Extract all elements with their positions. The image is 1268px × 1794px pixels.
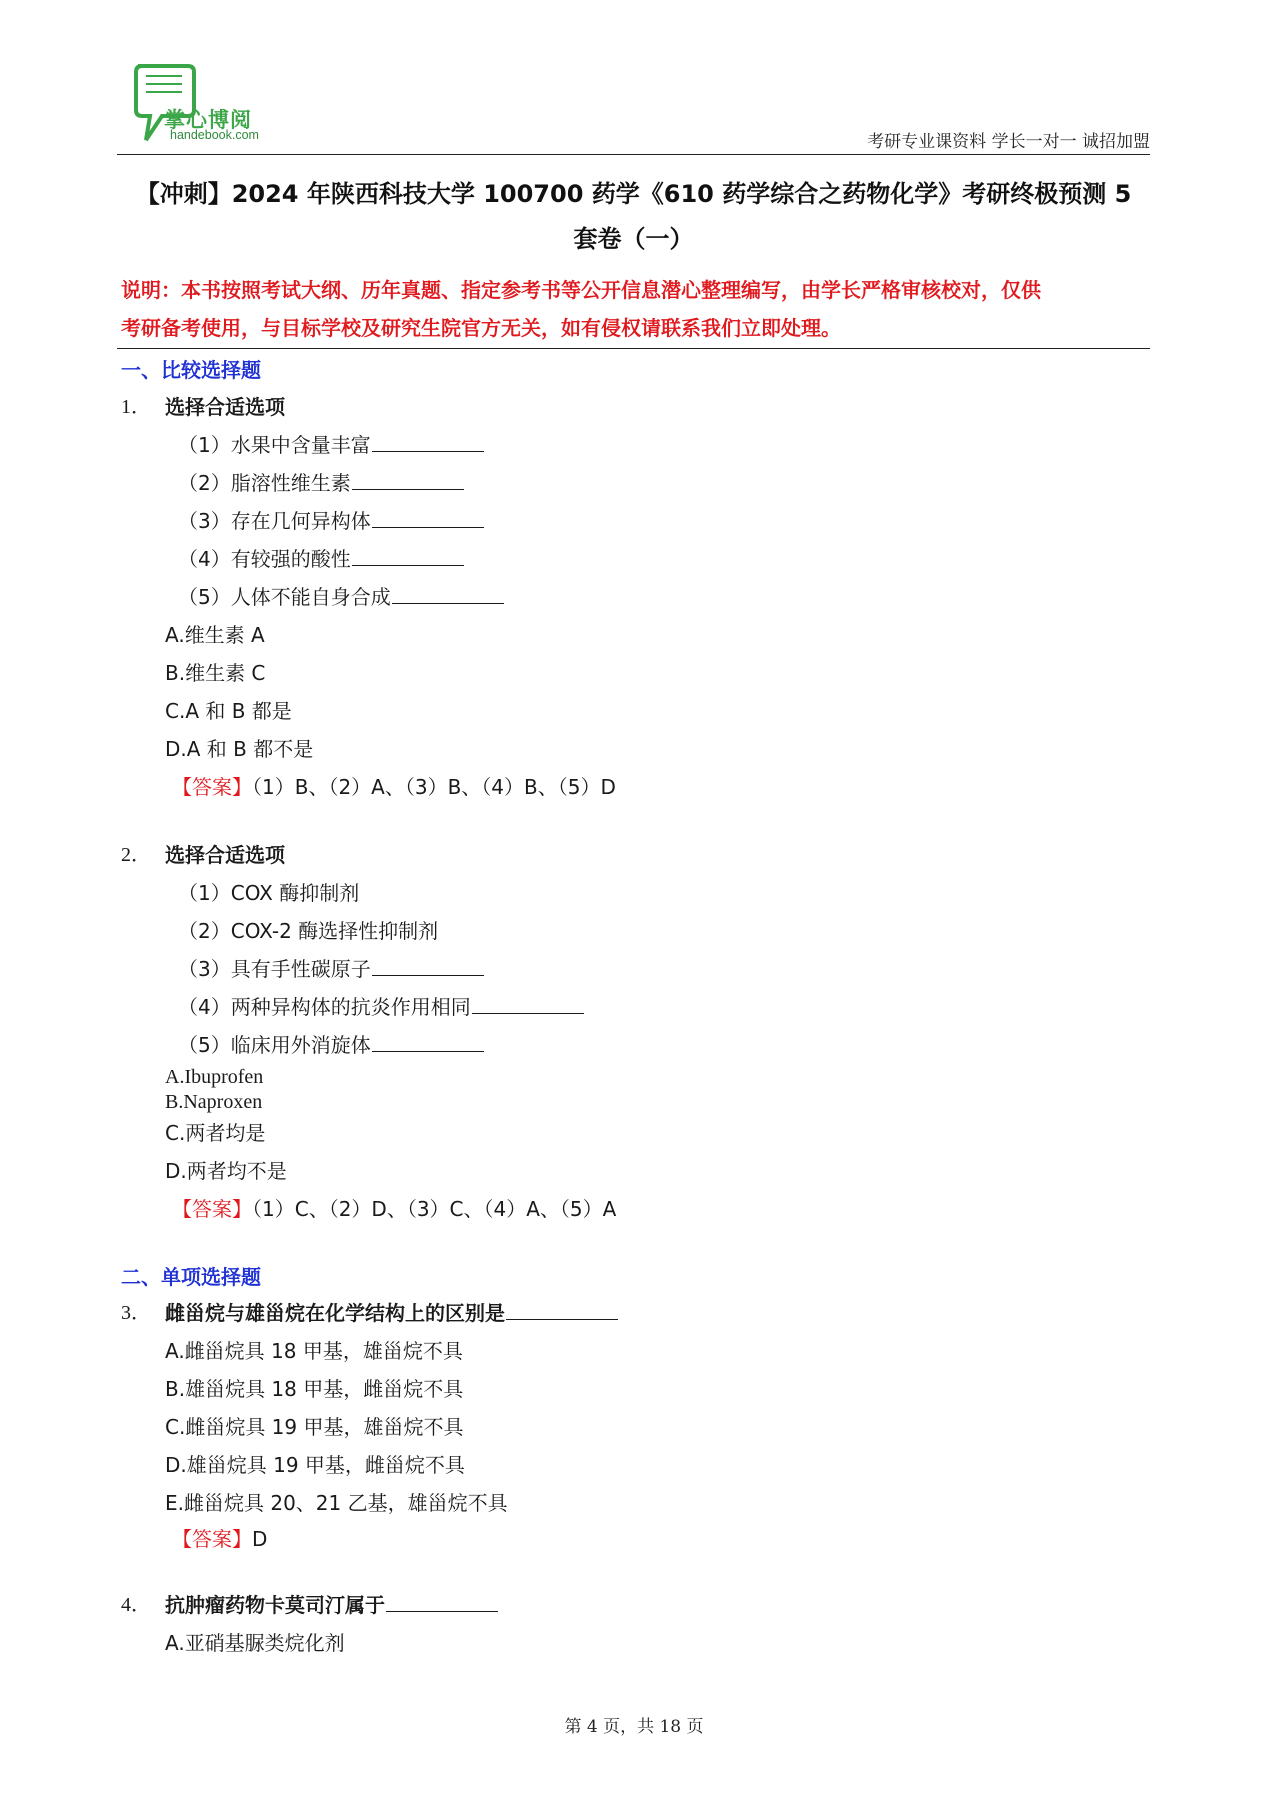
answer-blank [386,1611,498,1612]
option: A.维生素 A [165,623,265,647]
sub-item: （3）具有手性碳原子 [178,956,484,982]
option: B.雄甾烷具 18 甲基，雌甾烷不具 [165,1377,464,1401]
answer-tag: 【答案】 [172,775,252,799]
option: E.雌甾烷具 20、21 乙基，雄甾烷不具 [165,1491,508,1515]
answer-tag: 【答案】 [172,1527,252,1551]
answer-blank [372,975,484,976]
title-line-1: 【冲刺】2024 年陕西科技大学 100700 药学《610 药学综合之药物化学》考研终极预测 5 [135,180,1132,208]
document-title [117,172,1150,262]
option: D.A 和 B 都不是 [165,737,314,761]
option: B.维生素 C [165,661,266,685]
option: A.Ibuprofen [165,1066,264,1088]
question-text: 选择合适选项 [165,395,285,419]
sub-item: （1）水果中含量丰富 [178,432,484,458]
option: C.两者均是 [165,1121,266,1145]
question-text: 雌甾烷与雄甾烷在化学结构上的区别是 [165,1300,618,1326]
sub-item: （5）临床用外消旋体 [178,1032,484,1058]
answer-blank [506,1319,618,1320]
content-divider [117,348,1150,349]
sub-item: （2）COX-2 酶选择性抑制剂 [178,919,439,943]
option: C.雌甾烷具 19 甲基，雄甾烷不具 [165,1415,464,1439]
option: A.亚硝基脲类烷化剂 [165,1631,345,1655]
section-heading-2: 二、单项选择题 [121,1265,261,1289]
answer-blank [352,489,464,490]
header-divider [117,154,1150,155]
disclaimer-line-1: 说明：本书按照考试大纲、历年真题、指定参考书等公开信息潜心整理编写，由学长严格审核校对，仅供 [121,278,1041,302]
header-tagline: 考研专业课资料 学长一对一 诚招加盟 [867,132,1150,152]
answer [172,1196,616,1222]
disclaimer [121,271,1150,347]
option: A.雌甾烷具 18 甲基，雄甾烷不具 [165,1339,463,1363]
logo-url: handebook.com [170,128,259,142]
answer-blank [372,527,484,528]
option: D.两者均不是 [165,1159,287,1183]
answer-blank [372,1051,484,1052]
option: B.Naproxen [165,1091,263,1113]
logo-brand: 掌心博阅 [164,108,252,132]
answer-value: （1）C、（2）D、（3）C、（4）A、（5）A [252,1197,617,1221]
answer-blank [352,565,464,566]
logo [132,62,277,147]
answer-tag: 【答案】 [172,1197,252,1221]
option: C.A 和 B 都是 [165,699,292,723]
sub-item: （1）COX 酶抑制剂 [178,881,360,905]
sub-item: （4）有较强的酸性 [178,546,464,572]
question-number: 2． [121,844,151,866]
sub-item: （4）两种异构体的抗炎作用相同 [178,994,584,1020]
question-text: 选择合适选项 [165,843,285,867]
sub-item: （2）脂溶性维生素 [178,470,464,496]
question-number: 1． [121,396,151,418]
answer-blank [392,603,504,604]
disclaimer-line-2: 考研备考使用，与目标学校及研究生院官方无关，如有侵权请联系我们立即处理。 [121,316,841,340]
answer [172,774,616,800]
question-text: 抗肿瘤药物卡莫司汀属于 [165,1592,498,1618]
question-number: 3． [121,1302,151,1324]
question-number: 4． [121,1594,151,1616]
answer [172,1526,267,1552]
page-footer: 第 4 页，共 18 页 [564,1717,704,1737]
section-heading-1: 一、比较选择题 [121,358,261,382]
answer-value: D [252,1527,268,1551]
option: D.雄甾烷具 19 甲基，雌甾烷不具 [165,1453,465,1477]
title-line-2: 套卷（一） [573,225,694,253]
answer-blank [372,451,484,452]
sub-item: （5）人体不能自身合成 [178,584,504,610]
answer-blank [472,1013,584,1014]
answer-value: （1）B、（2）A、（3）B、（4）B、（5）D [252,775,616,799]
sub-item: （3）存在几何异构体 [178,508,484,534]
